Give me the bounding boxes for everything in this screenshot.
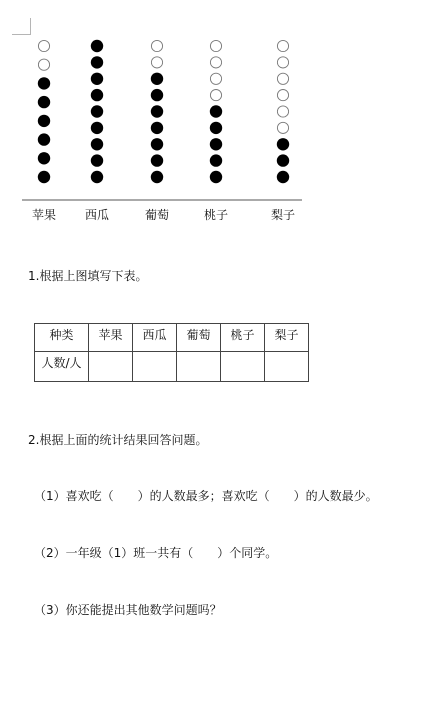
filled-dot [38,133,50,145]
category-label: 葡萄 [144,208,170,222]
pictograph-chart [0,0,432,240]
filled-dot [38,171,50,183]
filled-dot [91,56,103,68]
filled-dot [151,171,163,183]
empty-dot [277,73,288,84]
table-header-watermelon: 西瓜 [133,324,177,352]
category-label: 桃子 [203,208,229,222]
filled-dot [277,171,289,183]
category-label: 梨子 [270,208,296,222]
filled-dot [151,154,163,166]
tally-table [34,323,309,382]
filled-dot [38,96,50,108]
filled-dot [91,154,103,166]
filled-dot [210,105,222,117]
question-2-sub-3: （3）你还能提出其他数学问题吗？ [34,603,222,617]
filled-dot [210,138,222,150]
empty-dot [277,57,288,68]
empty-dot [210,57,221,68]
category-label: 西瓜 [84,208,110,222]
filled-dot [151,138,163,150]
answer-cell-peach[interactable] [221,352,265,382]
question-2-text: 2.根据上面的统计结果回答问题。 [28,433,208,447]
empty-dot [210,90,221,101]
answer-cell-apple[interactable] [89,352,133,382]
question-2-sub-1: （1）喜欢吃（ ）的人数最多；喜欢吃（ ）的人数最少。 [34,489,378,503]
answer-cell-grape[interactable] [177,352,221,382]
table-header-grape: 葡萄 [177,324,221,352]
empty-dot [277,122,288,133]
table-header-peach: 桃子 [221,324,265,352]
filled-dot [210,122,222,134]
filled-dot [151,73,163,85]
filled-dot [91,73,103,85]
table-header-pear: 梨子 [265,324,309,352]
filled-dot [151,122,163,134]
table-row-label: 人数/人 [35,352,89,382]
filled-dot [91,40,103,52]
filled-dot [91,105,103,117]
empty-dot [210,73,221,84]
filled-dot [210,154,222,166]
answer-cell-watermelon[interactable] [133,352,177,382]
empty-dot [277,40,288,51]
table-header-row [35,324,309,352]
filled-dot [151,89,163,101]
filled-dot [277,138,289,150]
filled-dot [151,105,163,117]
filled-dot [38,77,50,89]
answer-cell-pear[interactable] [265,352,309,382]
table-header-apple: 苹果 [89,324,133,352]
filled-dot [91,138,103,150]
filled-dot [38,115,50,127]
table-count-row [35,352,309,382]
category-label: 苹果 [31,208,57,222]
filled-dot [38,152,50,164]
table-header-kind: 种类 [35,324,89,352]
empty-dot [151,57,162,68]
question-2-sub-2: （2）一年级（1）班一共有（ ）个同学。 [34,546,278,560]
filled-dot [91,171,103,183]
empty-dot [151,40,162,51]
empty-dot [38,40,49,51]
empty-dot [277,90,288,101]
question-1-text: 1.根据上图填写下表。 [28,269,148,283]
filled-dot [277,154,289,166]
filled-dot [210,171,222,183]
empty-dot [38,59,49,70]
filled-dot [91,89,103,101]
empty-dot [277,106,288,117]
empty-dot [210,40,221,51]
filled-dot [91,122,103,134]
